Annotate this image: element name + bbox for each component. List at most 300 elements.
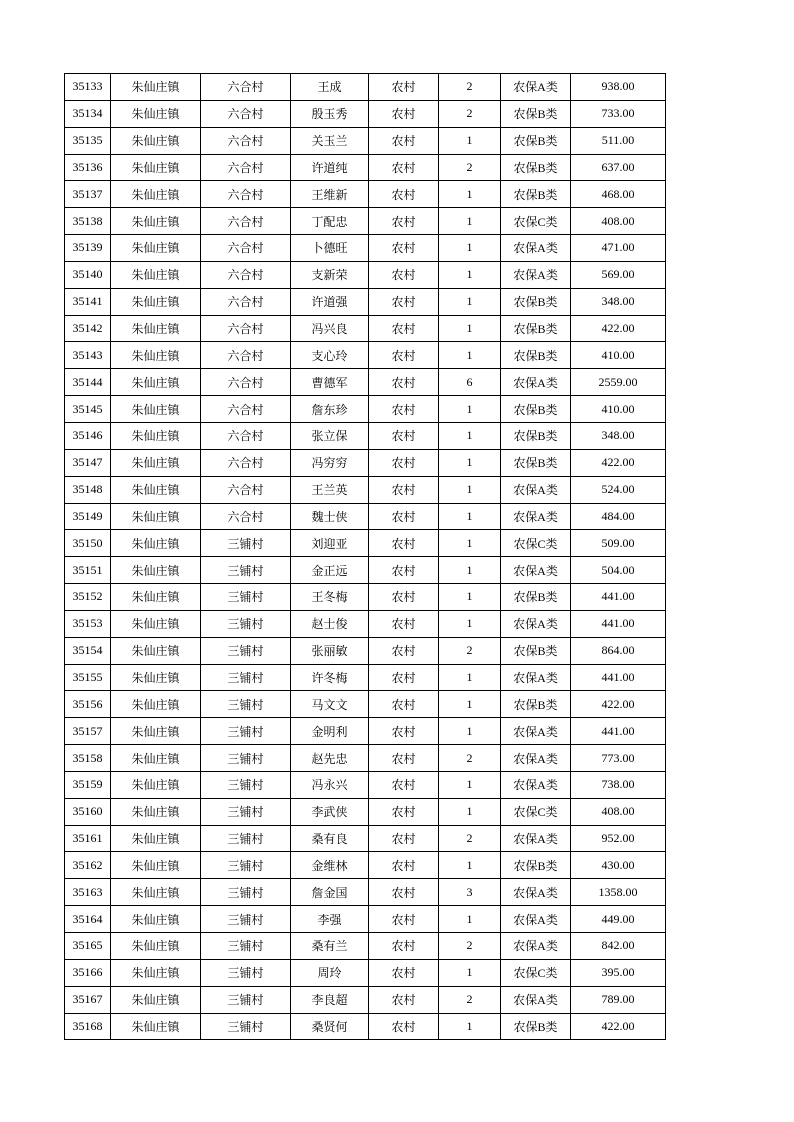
table-cell-area: 农村 [369,771,439,798]
table-cell-insurance: 农保B类 [501,852,571,879]
table-cell-town: 朱仙庄镇 [111,852,201,879]
table-cell-count: 1 [439,852,501,879]
table-row [65,610,666,637]
table-cell-insurance: 农保A类 [501,933,571,960]
table-row [65,852,666,879]
table-row [65,530,666,557]
table-cell-count: 1 [439,530,501,557]
table-cell-insurance: 农保A类 [501,235,571,262]
table-cell-count: 1 [439,476,501,503]
table-cell-name: 许道强 [291,288,369,315]
table-row [65,396,666,423]
table-cell-area: 农村 [369,745,439,772]
table-cell-amount: 395.00 [571,959,666,986]
table-cell-insurance: 农保A类 [501,610,571,637]
table-cell-area: 农村 [369,342,439,369]
table-cell-amount: 569.00 [571,261,666,288]
table-cell-insurance: 农保A类 [501,825,571,852]
table-cell-area: 农村 [369,637,439,664]
table-cell-insurance: 农保B类 [501,637,571,664]
table-cell-amount: 509.00 [571,530,666,557]
table-cell-town: 朱仙庄镇 [111,745,201,772]
table-row [65,798,666,825]
table-cell-village: 六合村 [201,181,291,208]
table-cell-town: 朱仙庄镇 [111,127,201,154]
table-cell-village: 六合村 [201,100,291,127]
table-cell-town: 朱仙庄镇 [111,288,201,315]
table-cell-village: 三铺村 [201,637,291,664]
table-cell-village: 三铺村 [201,933,291,960]
table-cell-area: 农村 [369,557,439,584]
table-cell-area: 农村 [369,181,439,208]
table-cell-id: 35141 [65,288,111,315]
table-cell-name: 许冬梅 [291,664,369,691]
table-cell-amount: 468.00 [571,181,666,208]
table-cell-area: 农村 [369,691,439,718]
table-cell-name: 张丽敏 [291,637,369,664]
table-cell-insurance: 农保B类 [501,1013,571,1040]
table-cell-id: 35146 [65,422,111,449]
table-cell-amount: 422.00 [571,449,666,476]
table-row [65,315,666,342]
table-cell-insurance: 农保A类 [501,986,571,1013]
table-cell-count: 1 [439,557,501,584]
table-cell-id: 35133 [65,74,111,101]
table-cell-area: 农村 [369,584,439,611]
table-cell-area: 农村 [369,906,439,933]
table-cell-amount: 449.00 [571,906,666,933]
table-cell-id: 35150 [65,530,111,557]
table-row [65,261,666,288]
table-cell-amount: 2559.00 [571,369,666,396]
table-cell-amount: 952.00 [571,825,666,852]
table-cell-amount: 938.00 [571,74,666,101]
table-cell-town: 朱仙庄镇 [111,369,201,396]
table-cell-id: 35157 [65,718,111,745]
table-cell-area: 农村 [369,1013,439,1040]
table-cell-id: 35155 [65,664,111,691]
table-cell-village: 六合村 [201,208,291,235]
table-cell-village: 六合村 [201,342,291,369]
table-cell-name: 李强 [291,906,369,933]
table-cell-amount: 789.00 [571,986,666,1013]
table-cell-id: 35138 [65,208,111,235]
table-cell-area: 农村 [369,154,439,181]
table-cell-amount: 733.00 [571,100,666,127]
table-cell-count: 1 [439,691,501,718]
table-cell-name: 冯兴良 [291,315,369,342]
table-cell-town: 朱仙庄镇 [111,825,201,852]
table-cell-amount: 410.00 [571,342,666,369]
table-cell-count: 1 [439,288,501,315]
table-cell-id: 35143 [65,342,111,369]
table-cell-id: 35149 [65,503,111,530]
table-cell-name: 赵先忠 [291,745,369,772]
table-cell-town: 朱仙庄镇 [111,342,201,369]
table-cell-amount: 408.00 [571,208,666,235]
table-cell-village: 六合村 [201,449,291,476]
table-cell-area: 农村 [369,396,439,423]
table-cell-id: 35158 [65,745,111,772]
table-cell-village: 六合村 [201,476,291,503]
table-cell-count: 1 [439,261,501,288]
table-cell-area: 农村 [369,852,439,879]
table-cell-village: 三铺村 [201,584,291,611]
table-cell-town: 朱仙庄镇 [111,503,201,530]
table-cell-insurance: 农保B类 [501,449,571,476]
table-cell-amount: 511.00 [571,127,666,154]
table-row [65,208,666,235]
table-cell-town: 朱仙庄镇 [111,933,201,960]
table-cell-amount: 504.00 [571,557,666,584]
table-cell-insurance: 农保B类 [501,181,571,208]
table-cell-id: 35142 [65,315,111,342]
table-body [65,74,666,1040]
table-cell-id: 35140 [65,261,111,288]
table-cell-area: 农村 [369,718,439,745]
table-cell-town: 朱仙庄镇 [111,530,201,557]
table-cell-insurance: 农保A类 [501,261,571,288]
table-row [65,449,666,476]
table-cell-count: 1 [439,235,501,262]
table-cell-village: 六合村 [201,154,291,181]
table-cell-town: 朱仙庄镇 [111,449,201,476]
table-cell-id: 35165 [65,933,111,960]
table-cell-amount: 637.00 [571,154,666,181]
table-cell-area: 农村 [369,100,439,127]
table-cell-area: 农村 [369,959,439,986]
table-cell-insurance: 农保A类 [501,771,571,798]
table-row [65,1013,666,1040]
table-cell-town: 朱仙庄镇 [111,74,201,101]
table-cell-id: 35153 [65,610,111,637]
table-cell-village: 三铺村 [201,664,291,691]
table-cell-insurance: 农保B类 [501,691,571,718]
table-row [65,771,666,798]
table-row [65,637,666,664]
table-cell-town: 朱仙庄镇 [111,664,201,691]
table-cell-amount: 773.00 [571,745,666,772]
table-cell-amount: 842.00 [571,933,666,960]
table-cell-id: 35139 [65,235,111,262]
table-cell-name: 支新荣 [291,261,369,288]
table-cell-amount: 410.00 [571,396,666,423]
table-cell-id: 35135 [65,127,111,154]
table-cell-village: 六合村 [201,315,291,342]
table-cell-insurance: 农保B类 [501,100,571,127]
table-cell-id: 35134 [65,100,111,127]
table-cell-insurance: 农保A类 [501,476,571,503]
table-cell-count: 1 [439,449,501,476]
table-cell-name: 冯穷穷 [291,449,369,476]
table-cell-insurance: 农保C类 [501,798,571,825]
table-cell-town: 朱仙庄镇 [111,906,201,933]
table-cell-name: 金明利 [291,718,369,745]
table-cell-town: 朱仙庄镇 [111,396,201,423]
table-cell-name: 殷玉秀 [291,100,369,127]
table-cell-count: 2 [439,154,501,181]
table-cell-village: 三铺村 [201,879,291,906]
table-cell-village: 三铺村 [201,691,291,718]
table-row [65,181,666,208]
table-cell-id: 35148 [65,476,111,503]
table-cell-amount: 348.00 [571,422,666,449]
table-cell-count: 1 [439,959,501,986]
table-cell-town: 朱仙庄镇 [111,771,201,798]
table-row [65,100,666,127]
table-cell-name: 桑有兰 [291,933,369,960]
table-cell-village: 三铺村 [201,1013,291,1040]
table-cell-village: 六合村 [201,288,291,315]
table-cell-village: 六合村 [201,503,291,530]
table-cell-name: 詹东珍 [291,396,369,423]
table-cell-village: 三铺村 [201,959,291,986]
table-cell-count: 1 [439,422,501,449]
table-cell-count: 2 [439,986,501,1013]
table-cell-village: 三铺村 [201,852,291,879]
table-cell-id: 35168 [65,1013,111,1040]
table-row [65,74,666,101]
table-cell-amount: 471.00 [571,235,666,262]
table-cell-amount: 441.00 [571,584,666,611]
table-cell-insurance: 农保A类 [501,557,571,584]
table-cell-name: 赵士俊 [291,610,369,637]
table-cell-amount: 422.00 [571,1013,666,1040]
table-cell-area: 农村 [369,315,439,342]
table-cell-insurance: 农保B类 [501,584,571,611]
table-row [65,906,666,933]
table-cell-count: 1 [439,181,501,208]
table-cell-insurance: 农保A类 [501,369,571,396]
table-cell-amount: 738.00 [571,771,666,798]
table-cell-town: 朱仙庄镇 [111,1013,201,1040]
table-cell-village: 六合村 [201,235,291,262]
table-cell-insurance: 农保B类 [501,127,571,154]
table-cell-count: 1 [439,208,501,235]
table-cell-town: 朱仙庄镇 [111,879,201,906]
table-cell-town: 朱仙庄镇 [111,235,201,262]
table-cell-insurance: 农保B类 [501,154,571,181]
table-cell-insurance: 农保B类 [501,422,571,449]
table-cell-amount: 441.00 [571,718,666,745]
table-cell-area: 农村 [369,235,439,262]
table-cell-area: 农村 [369,74,439,101]
table-row [65,879,666,906]
table-row [65,127,666,154]
table-cell-amount: 441.00 [571,664,666,691]
table-cell-count: 1 [439,771,501,798]
table-cell-village: 三铺村 [201,771,291,798]
table-cell-insurance: 农保A类 [501,503,571,530]
table-cell-id: 35166 [65,959,111,986]
table-cell-area: 农村 [369,986,439,1013]
table-row [65,584,666,611]
table-cell-town: 朱仙庄镇 [111,718,201,745]
table-cell-id: 35160 [65,798,111,825]
table-cell-area: 农村 [369,208,439,235]
table-row [65,825,666,852]
table-row [65,691,666,718]
table-cell-amount: 422.00 [571,691,666,718]
table-cell-area: 农村 [369,127,439,154]
table-cell-town: 朱仙庄镇 [111,208,201,235]
table-cell-insurance: 农保A类 [501,879,571,906]
table-cell-town: 朱仙庄镇 [111,100,201,127]
table-cell-area: 农村 [369,879,439,906]
table-row [65,933,666,960]
table-cell-insurance: 农保C类 [501,208,571,235]
table-cell-amount: 484.00 [571,503,666,530]
table-cell-village: 六合村 [201,422,291,449]
table-cell-count: 1 [439,610,501,637]
table-row [65,745,666,772]
table-cell-id: 35145 [65,396,111,423]
table-container [64,73,665,1040]
table-cell-village: 三铺村 [201,986,291,1013]
table-cell-id: 35152 [65,584,111,611]
table-cell-insurance: 农保B类 [501,315,571,342]
table-cell-village: 六合村 [201,261,291,288]
table-cell-name: 周玲 [291,959,369,986]
table-cell-name: 冯永兴 [291,771,369,798]
table-cell-village: 三铺村 [201,557,291,584]
table-cell-amount: 864.00 [571,637,666,664]
table-cell-count: 2 [439,745,501,772]
table-cell-name: 桑贤何 [291,1013,369,1040]
table-cell-id: 35136 [65,154,111,181]
table-cell-village: 三铺村 [201,825,291,852]
table-cell-name: 丁配忠 [291,208,369,235]
table-cell-area: 农村 [369,610,439,637]
table-cell-count: 2 [439,933,501,960]
table-cell-count: 1 [439,503,501,530]
table-cell-town: 朱仙庄镇 [111,557,201,584]
table-cell-id: 35162 [65,852,111,879]
table-cell-area: 农村 [369,449,439,476]
table-cell-name: 金正远 [291,557,369,584]
table-cell-count: 1 [439,396,501,423]
table-row [65,235,666,262]
table-cell-name: 王维新 [291,181,369,208]
table-cell-area: 农村 [369,503,439,530]
table-row [65,342,666,369]
table-cell-id: 35154 [65,637,111,664]
table-cell-id: 35167 [65,986,111,1013]
table-cell-count: 2 [439,100,501,127]
table-cell-area: 农村 [369,798,439,825]
table-cell-insurance: 农保B类 [501,342,571,369]
table-cell-count: 1 [439,584,501,611]
table-cell-town: 朱仙庄镇 [111,986,201,1013]
table-cell-name: 金维林 [291,852,369,879]
table-cell-name: 张立保 [291,422,369,449]
table-cell-village: 六合村 [201,369,291,396]
table-cell-amount: 430.00 [571,852,666,879]
table-cell-id: 35151 [65,557,111,584]
table-cell-insurance: 农保A类 [501,74,571,101]
table-cell-village: 六合村 [201,396,291,423]
table-cell-area: 农村 [369,422,439,449]
table-cell-insurance: 农保C类 [501,959,571,986]
table-row [65,959,666,986]
table-row [65,288,666,315]
table-cell-village: 三铺村 [201,798,291,825]
table-cell-area: 农村 [369,261,439,288]
table-cell-count: 1 [439,906,501,933]
table-cell-town: 朱仙庄镇 [111,691,201,718]
table-cell-amount: 1358.00 [571,879,666,906]
table-cell-name: 支心玲 [291,342,369,369]
table-cell-count: 1 [439,664,501,691]
table-cell-count: 1 [439,127,501,154]
table-row [65,503,666,530]
table-cell-count: 1 [439,315,501,342]
table-row [65,422,666,449]
table-cell-name: 关玉兰 [291,127,369,154]
table-cell-insurance: 农保C类 [501,530,571,557]
table-cell-name: 王冬梅 [291,584,369,611]
table-cell-name: 魏士侠 [291,503,369,530]
table-cell-village: 三铺村 [201,610,291,637]
table-cell-name: 卜德旺 [291,235,369,262]
table-cell-id: 35164 [65,906,111,933]
table-cell-name: 曹德军 [291,369,369,396]
table-row [65,986,666,1013]
table-cell-town: 朱仙庄镇 [111,181,201,208]
table-cell-count: 1 [439,342,501,369]
table-row [65,718,666,745]
table-row [65,664,666,691]
table-cell-village: 六合村 [201,74,291,101]
data-table [64,73,666,1040]
table-cell-village: 三铺村 [201,718,291,745]
table-cell-amount: 422.00 [571,315,666,342]
table-cell-id: 35159 [65,771,111,798]
table-cell-id: 35163 [65,879,111,906]
table-cell-area: 农村 [369,825,439,852]
table-cell-town: 朱仙庄镇 [111,959,201,986]
table-cell-village: 三铺村 [201,906,291,933]
table-cell-count: 3 [439,879,501,906]
table-cell-name: 王兰英 [291,476,369,503]
table-cell-area: 农村 [369,369,439,396]
table-cell-insurance: 农保B类 [501,288,571,315]
table-cell-name: 许道纯 [291,154,369,181]
table-cell-insurance: 农保B类 [501,396,571,423]
table-cell-insurance: 农保A类 [501,906,571,933]
table-cell-id: 35161 [65,825,111,852]
table-cell-count: 1 [439,718,501,745]
table-cell-name: 李良超 [291,986,369,1013]
table-cell-town: 朱仙庄镇 [111,798,201,825]
table-cell-count: 2 [439,825,501,852]
table-cell-id: 35147 [65,449,111,476]
table-cell-name: 詹金国 [291,879,369,906]
table-row [65,557,666,584]
table-cell-count: 1 [439,798,501,825]
table-cell-amount: 441.00 [571,610,666,637]
table-cell-town: 朱仙庄镇 [111,315,201,342]
table-cell-area: 农村 [369,530,439,557]
table-cell-town: 朱仙庄镇 [111,154,201,181]
table-cell-count: 6 [439,369,501,396]
table-cell-name: 桑有良 [291,825,369,852]
table-cell-id: 35137 [65,181,111,208]
table-cell-id: 35156 [65,691,111,718]
table-cell-village: 六合村 [201,127,291,154]
table-cell-amount: 348.00 [571,288,666,315]
table-cell-name: 王成 [291,74,369,101]
